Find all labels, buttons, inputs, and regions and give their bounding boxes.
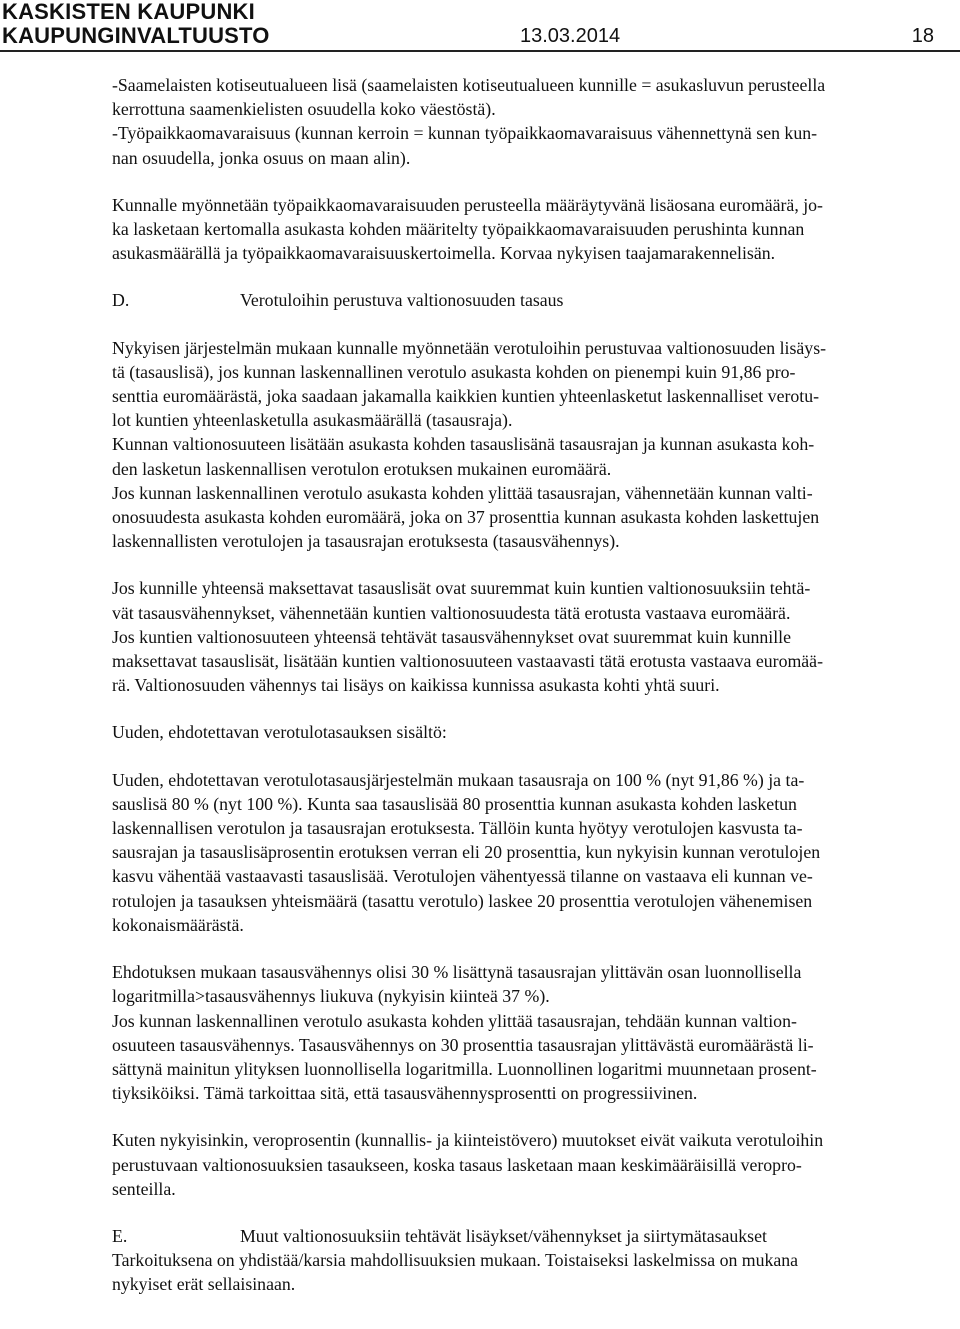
section-heading-d bbox=[112, 288, 950, 312]
council-name: KAUPUNGINVALTUUSTO bbox=[2, 23, 270, 48]
paragraph-proposal-content: Uuden, ehdotettavan verotulotasausjärjestelmän mukaan tasausraja on 100 % (nyt 91,86 %) ja ta- sauslisä 80 % (nyt 100 %). Kunta saa tasauslisää 80 prosenttia kunnan asukasta kohden lasketun laskennallisen verotulon ja tasausrajan erotuksesta. Tällöin kunta hyötyy verotulojen kasvusta ta- sausrajan ja tasauslisäprosentin erotuksen verran eli 20 prosenttia, kun nykyisin kunnan verotulojen kasvu vähentää vastaavasti tasauslisää. Verotulojen vähentyessä tilanne on vastaava eli kunnan ve- rotulojen ja tasauksen yhteismäärä (tasattu verotulo) laskee 20 prosenttia verotulojen vähenemisen kokonaismäärästä. bbox=[112, 769, 821, 935]
paragraph-other-adjustments: Tarkoituksena on yhdistää/karsia mahdollisuuksien mukaan. Toistaiseksi laskelmissa on mukana nykyiset erät sellaisinaan. bbox=[112, 1250, 799, 1295]
section-title-e: Muut valtionosuuksiin tehtävät lisäykset/vähennykset ja siirtymätasaukset bbox=[240, 1225, 767, 1246]
paragraph-deduction-proposal: Ehdotuksen mukaan tasausvähennys olisi 30 % lisättynä tasausrajan ylittävän osan luonnollisella logaritmilla>tasausvähennys liukuva (nykyisin kiinteä 37 %). Jos kunnan laskennallinen verotulo asukasta kohden ylittää tasausrajan, tehdään kunnan valtion- osuuteen tasausvähennys. Tasausvähennys on 30 prosenttia tasausrajan ylittävästä euromäärästä li- sättynä mainitun ylityksen luonnollisella logaritmilla. Luonnollinen logaritmi muunnetaan prosent- tiyksiköiksi. Tämä tarkoittaa sitä, että tasausvähennysprosentti on progressiivinen. bbox=[112, 962, 817, 1104]
header-divider bbox=[0, 50, 960, 52]
paragraph-proposal-heading: Uuden, ehdotettavan verotulotasauksen sisältö: bbox=[112, 722, 447, 743]
paragraph-tax-rate-changes: Kuten nykyisinkin, veroprosentin (kunnallis- ja kiinteistövero) muutokset eivät vaikuta verotuloihin perustuvaan valtionosuuksien tasaukseen, koska tasaus lasketaan maan keskimääräisillä veropro- senteilla. bbox=[112, 1130, 824, 1199]
document-body bbox=[112, 73, 950, 1297]
section-number-e: E. bbox=[112, 1225, 128, 1246]
page-number: 18 bbox=[911, 25, 934, 47]
paragraph-workplace-selfsufficiency: Kunnalle myönnetään työpaikkaomavaraisuuden perusteella määräytyvänä lisäosana euromäärä, jo- ka lasketaan kertomalla asukasta kohden määritelty työpaikkaomavaraisuuden perushinta kunnan asukasmäärällä ja työpaikkaomavaraisuuskertoimella. Korvaa nykyisen taajamarakennelisän. bbox=[112, 194, 823, 264]
section-number-d: D. bbox=[112, 290, 130, 311]
document-date: 13.03.2014 bbox=[520, 25, 621, 47]
paragraph-current-system: Nykyisen järjestelmän mukaan kunnalle myönnetään verotuloihin perustuvaa valtionosuuden lisäys- tä (tasauslisä), jos kunnan laskennallinen verotulo asukasta kohden on pienempi kuin 91,86 pro- senttia euromäärästä, joka saadaan jakamalla kaikkien kuntien yhteenlasketut laskennalliset verotu- lot kuntien yhteenlasketulla asukasmäärällä (tasausraja). Kunnan valtionosuuteen lisätään asukasta kohden tasauslisänä tasausrajan ja kunnan asukasta koh- den lasketun laskennallisen verotulon erotuksen mukainen euromäärä. Jos kunnan laskennallinen verotulo asukasta kohden ylittää tasausrajan, vähennetään kunnan valti- onosuudesta asukasta kohden euromäärä, joka on 37 prosenttia kunnan asukasta kohden laskettujen laskennallisten verotulojen ja tasausrajan erotuksesta (tasausvähennys). bbox=[112, 337, 827, 552]
section-title-d: Verotuloihin perustuva valtionosuuden tasaus bbox=[240, 290, 564, 311]
section-heading-e bbox=[112, 1224, 950, 1248]
page-header bbox=[0, 0, 960, 52]
paragraph-criteria-list: -Saamelaisten kotiseutualueen lisä (saamelaisten kotiseutualueen kunnille = asukasluvun perusteella kerrottuna saamenkielisten osuudella koko väestöstä). -Työpaikkaomavaraisuus (kunnan kerroin = kunnan työpaikkaomavaraisuus vähennettynä sen kun- nan osuudella, jonka osuus on maan alin). bbox=[112, 75, 826, 168]
municipality-name: KASKISTEN KAUPUNKI bbox=[2, 0, 255, 24]
paragraph-balancing-differences: Jos kunnille yhteensä maksettavat tasauslisät ovat suuremmat kuin kuntien valtionosuuksiin tehtä- vät tasausvähennykset, vähennetään kuntien valtionosuudesta tätä erotusta vastaava euromäärä. Jos kuntien valtionosuuteen yhteensä tehtävät tasausvähennykset ovat suuremmat kuin kunnille maksettavat tasauslisät, lisätään kuntien valtionosuuteen vastaavasti tätä erotusta vastaava euromää- rä. Valtionosuuden vähennys tai lisäys on kaikissa kunnissa asukasta kohti yhtä suuri. bbox=[112, 578, 823, 696]
